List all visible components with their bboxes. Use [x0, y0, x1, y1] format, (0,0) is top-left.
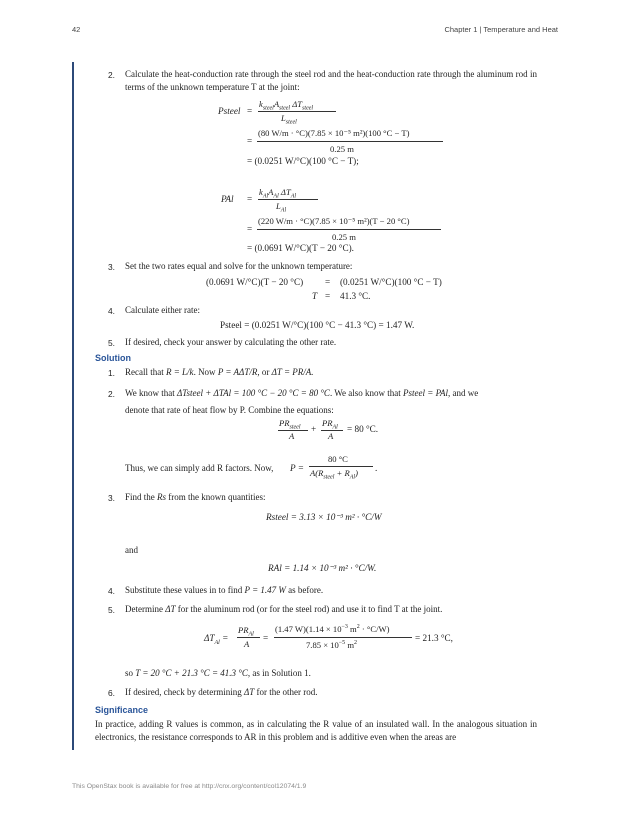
significance-heading: Significance: [95, 705, 149, 715]
sol-5-text: Determine ΔT for the aluminum rod (or for the steel rod) and use it to find T at the joint.: [125, 604, 443, 614]
solve-eq2-op: =: [325, 291, 331, 301]
r-steel-equation: Rsteel = 3.13 × 10⁻³ m² · °C/W: [266, 512, 382, 522]
sol-5-so-text: so T = 20 °C + 21.3 °C = 41.3 °C, as in Solution 1.: [125, 668, 311, 678]
al-lhs: PAl: [221, 194, 234, 204]
example-sidebar-rule: [72, 62, 74, 750]
rate-result-equation: Psteel = (0.0251 W/°C)(100 °C − 41.3 °C) = 1.47 W.: [220, 320, 415, 330]
al-ratio-denominator: $L_{Al}$: [276, 201, 287, 214]
sol-3-text: Find the Rs from the known quantities:: [125, 492, 266, 502]
solve-eq2-left: T: [312, 291, 318, 301]
chapter-title: Chapter 1 | Temperature and Heat: [444, 25, 558, 34]
sol-1-text: Recall that R = L/k. Now P = AΔT/R, or ΔT = PR/A.: [125, 367, 314, 377]
step-2-number: 2.: [108, 70, 115, 80]
steel-substitution-denominator: 0.25 m: [330, 144, 354, 154]
al-result: = (0.0691 W/°C)(T − 20 °C).: [247, 243, 354, 253]
steel-lhs: Psteel: [218, 106, 241, 116]
sol-2-text: We know that ΔTsteel + ΔTAl = 100 °C − 20 °C = 80 °C. We also know that Psteel = PAl, and we: [125, 388, 479, 398]
sol-2-number: 2.: [108, 389, 115, 399]
solve-eq1-op: =: [325, 277, 331, 287]
al-ratio-numerator: $k_{Al}A_{Al}$ $\Delta T_{Al}$: [259, 187, 297, 200]
step-3-text: Set the two rates equal and solve for the unknown temperature:: [125, 261, 353, 271]
steel-result: = (0.0251 W/°C)(100 °C − T);: [247, 156, 359, 166]
step-3-number: 3.: [108, 262, 115, 272]
solution-heading: Solution: [95, 353, 131, 363]
sol-1-number: 1.: [108, 368, 115, 378]
step-4-number: 4.: [108, 306, 115, 316]
steel-ratio-denominator: $L_{steel}$: [281, 113, 297, 126]
sol-5-number: 5.: [108, 605, 115, 615]
page-number: 42: [72, 25, 81, 34]
sol-3-number: 3.: [108, 493, 115, 503]
r-al-equation: RAl = 1.14 × 10⁻³ m² · °C/W.: [268, 563, 377, 573]
solve-eq2-right: 41.3 °C.: [340, 291, 371, 301]
sol-4-number: 4.: [108, 586, 115, 596]
sol-6-number: 6.: [108, 688, 115, 698]
steel-ratio-numerator: $k_{steel}A_{steel}$ $\Delta T_{steel}$: [259, 99, 314, 112]
solve-eq1-right: (0.0251 W/°C)(100 °C − T): [340, 277, 442, 287]
sol-4-text: Substitute these values in to find P = 1.47 W as before.: [125, 585, 324, 595]
al-substitution-numerator: (220 W/m · °C)(7.85 × 10⁻⁵ m²)(T − 20 °C): [258, 216, 410, 226]
step-2-text: Calculate the heat-conduction rate through the steel rod and the heat-conduction rate through the aluminum rod in terms of the unknown temperature T at the joint:: [125, 69, 537, 92]
step-5-number: 5.: [108, 338, 115, 348]
sol-6-text: If desired, check by determining ΔT for the other rod.: [125, 687, 318, 697]
sol-2-thus-text: Thus, we can simply add R factors. Now,: [125, 463, 274, 473]
steel-substitution-numerator: (80 W/m · °C)(7.85 × 10⁻⁵ m²)(100 °C − T): [258, 128, 410, 138]
step-4-text: Calculate either rate:: [125, 305, 200, 315]
sol-3-and: and: [125, 545, 138, 555]
step-5-text: If desired, check your answer by calculating the other rate.: [125, 337, 337, 347]
significance-text: In practice, adding R values is common, as in calculating the R value of an insulated wall. In the analogous situation in electronics, the resistance corresponds to AR in this problem and is additive even when the areas are: [95, 719, 537, 742]
solve-eq1-left: (0.0691 W/°C)(T − 20 °C): [206, 277, 304, 287]
sol-2-line2: denote that rate of heat flow by P. Combine the equations:: [125, 405, 334, 415]
footer-attribution: This OpenStax book is available for free at http://cnx.org/content/col12074/1.9: [72, 783, 307, 790]
al-substitution-denominator: 0.25 m: [332, 232, 356, 242]
